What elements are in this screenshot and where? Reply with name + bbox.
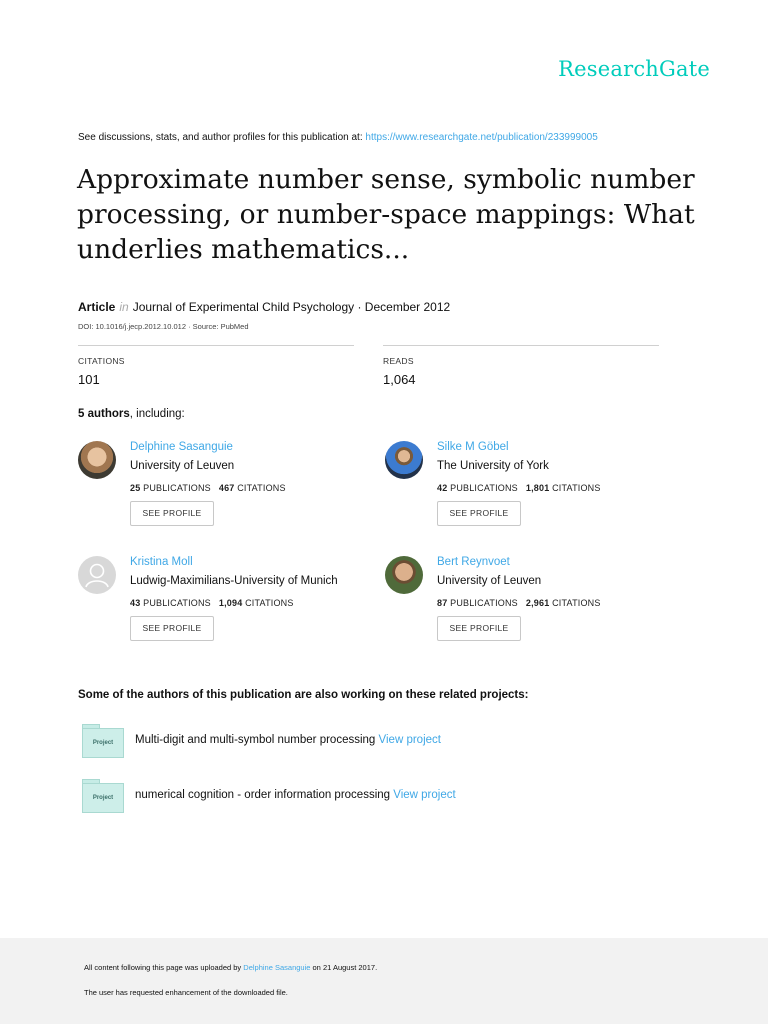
author-name[interactable]: Delphine Sasanguie: [130, 441, 233, 453]
citations-count: 467: [218, 483, 235, 493]
author-card: [385, 441, 685, 541]
citations-label: CITATIONS: [552, 483, 601, 493]
author-card: [385, 556, 685, 656]
authors-suffix: , including:: [129, 408, 185, 420]
citations-count: 2,961: [525, 598, 550, 608]
in-label: in: [119, 300, 129, 314]
researchgate-logo[interactable]: ResearchGate: [558, 57, 710, 81]
author-card: [78, 441, 378, 541]
author-stats: [130, 483, 286, 493]
view-project-link[interactable]: View project: [393, 789, 456, 801]
related-projects-heading: Some of the authors of this publication are also working on these related projects:: [78, 689, 529, 701]
see-profile-button[interactable]: SEE PROFILE: [130, 616, 214, 641]
article-meta: [78, 300, 450, 314]
journal: Journal of Experimental Child Psychology · December 2012: [132, 300, 451, 314]
citations-label: CITATIONS: [78, 356, 125, 366]
see-profile-button[interactable]: SEE PROFILE: [437, 616, 521, 641]
project-item: [82, 724, 682, 758]
reads-label: READS: [383, 356, 414, 366]
project-folder-icon: [82, 779, 124, 813]
project-text: [135, 789, 456, 801]
author-photo[interactable]: [385, 556, 423, 594]
publications-count: 42: [437, 483, 448, 493]
author-name[interactable]: Kristina Moll: [130, 556, 193, 568]
discussion-text: See discussions, stats, and author profiles for this publication at:: [78, 132, 363, 143]
default-avatar-icon[interactable]: [78, 556, 116, 594]
author-name[interactable]: Bert Reynvoet: [437, 556, 510, 568]
project-icon-label: Project: [82, 728, 124, 758]
publications-count: 25: [130, 483, 141, 493]
author-photo[interactable]: [78, 441, 116, 479]
author-stats: [437, 598, 601, 608]
authors-heading: [78, 408, 185, 420]
see-profile-button[interactable]: SEE PROFILE: [437, 501, 521, 526]
author-card: [78, 556, 378, 656]
project-icon-label: Project: [82, 783, 124, 813]
author-institution: The University of York: [437, 460, 549, 472]
citations-value: 101: [78, 372, 100, 387]
publications-label: PUBLICATIONS: [143, 483, 211, 493]
project-folder-icon: [82, 724, 124, 758]
reads-value: 1,064: [383, 372, 416, 387]
publications-count: 87: [437, 598, 448, 608]
enhancement-note: The user has requested enhancement of the downloaded file.: [84, 988, 288, 997]
project-item: [82, 779, 682, 813]
author-stats: [437, 483, 601, 493]
discussion-line: [78, 132, 598, 143]
citations-count: 1,801: [525, 483, 550, 493]
doi: DOI: 10.1016/j.jecp.2012.10.012 · Source: PubMed: [78, 322, 249, 331]
author-institution: University of Leuven: [437, 575, 542, 587]
author-institution: Ludwig-Maximilians-University of Munich: [130, 575, 338, 587]
citations-stat: [78, 345, 354, 387]
upload-info: [84, 963, 377, 972]
publication-title: Approximate number sense, symbolic number processing, or number-space mappings: What underlies mathematics...: [77, 164, 695, 265]
see-profile-button[interactable]: SEE PROFILE: [130, 501, 214, 526]
project-text: [135, 734, 441, 746]
project-name: Multi-digit and multi-symbol number processing: [135, 734, 376, 746]
article-type: Article: [78, 300, 116, 314]
publication-link[interactable]: https://www.researchgate.net/publication/233999005: [365, 132, 598, 143]
publications-count: 43: [130, 598, 141, 608]
citations-label: CITATIONS: [552, 598, 601, 608]
project-name: numerical cognition - order information processing: [135, 789, 391, 801]
authors-count: 5 authors: [78, 408, 130, 420]
author-institution: University of Leuven: [130, 460, 235, 472]
publications-label: PUBLICATIONS: [450, 598, 518, 608]
citations-label: CITATIONS: [237, 483, 286, 493]
citations-label: CITATIONS: [245, 598, 294, 608]
reads-stat: [383, 345, 659, 387]
publications-label: PUBLICATIONS: [143, 598, 211, 608]
author-name[interactable]: Silke M Göbel: [437, 441, 509, 453]
publications-label: PUBLICATIONS: [450, 483, 518, 493]
uploader-link[interactable]: Delphine Sasanguie: [243, 963, 311, 972]
footer: [0, 938, 768, 1024]
citations-count: 1,094: [218, 598, 243, 608]
upload-suffix: on 21 August 2017.: [312, 963, 378, 972]
author-photo[interactable]: [385, 441, 423, 479]
view-project-link[interactable]: View project: [378, 734, 441, 746]
author-stats: [130, 598, 294, 608]
upload-prefix: All content following this page was uploaded by: [84, 963, 242, 972]
